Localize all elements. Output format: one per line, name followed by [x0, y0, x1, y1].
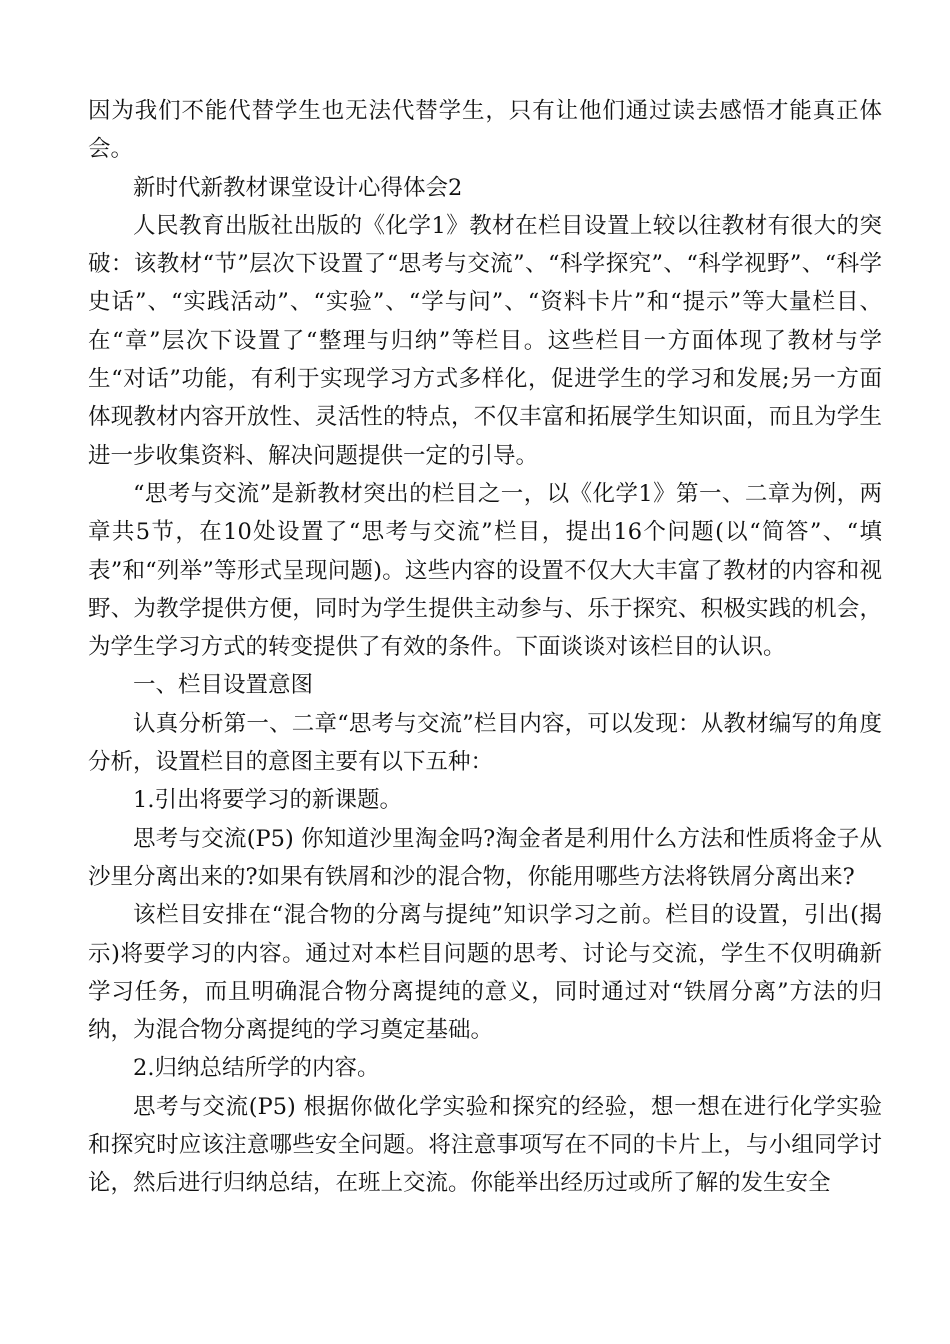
- heading-column-intent: 一、栏目设置意图: [133, 672, 314, 699]
- subheading-1: 1.引出将要学习的新课题。: [133, 787, 402, 814]
- subheading-2: 2.归纳总结所学的内容。: [133, 1055, 380, 1082]
- paragraph-analysis: 认真分析第一、二章“思考与交流”栏目内容，可以发现：从教材编写的角度分析，设置栏目的意图主要有以下五种：: [88, 710, 882, 776]
- paragraph-think-exchange: “思考与交流”是新教材突出的栏目之一，以《化学1》第一、二章为例，两章共5节，在10处设置了“思考与交流”栏目，提出16个问题(以“简答”、“填表”和“列举”等形式呈现问题)。这些内容的设置不仅大大丰富了教材的内容和视野、为教学提供方便，同时为学生提供主动参与、乐于探究、积极实践的机会，为学生学习方式的转变提供了有效的条件。下面谈谈对该栏目的认识。: [88, 480, 882, 661]
- section-title: 新时代新教材课堂设计心得体会2: [133, 174, 463, 201]
- paragraph-continuation: 因为我们不能代替学生也无法代替学生，只有让他们通过读去感悟才能真正体会。: [88, 98, 882, 163]
- paragraph-intro: 人民教育出版社出版的《化学1》教材在栏目设置上较以往教材有很大的突破：该教材“节”层次下设置了“思考与交流”、“科学探究”、“科学视野”、“科学史话”、“实践活动”、“实验”、“学与问”、“资料卡片”和“提示”等大量栏目、在“章”层次下设置了“整理与归纳”等栏目。这些栏目一方面体现了教材与学生“对话”功能，有利于实现学习方式多样化，促进学生的学习和发展;另一方面体现教材内容开放性、灵活性的特点，不仅丰富和拓展学生知识面，而且为学生进一步收集资料、解决问题提供一定的引导。: [88, 212, 882, 469]
- paragraph-example-1: 思考与交流(P5) 你知道沙里淘金吗?淘金者是利用什么方法和性质将金子从沙里分离出来的?如果有铁屑和沙的混合物，你能用哪些方法将铁屑分离出来?: [88, 825, 882, 890]
- paragraph-explanation-1: 该栏目安排在“混合物的分离与提纯”知识学习之前。栏目的设置，引出(揭示)将要学习的内容。通过对本栏目问题的思考、讨论与交流，学生不仅明确新学习任务，而且明确混合物分离提纯的意义，同时通过对“铁屑分离”方法的归纳，为混合物分离提纯的学习奠定基础。: [88, 902, 882, 1044]
- paragraph-example-2: 思考与交流(P5) 根据你做化学实验和探究的经验，想一想在进行化学实验和探究时应该注意哪些安全问题。将注意事项写在不同的卡片上，与小组同学讨论，然后进行归纳总结，在班上交流。你能举出经历过或所了解的发生安全: [88, 1093, 882, 1197]
- document-page: [88, 92, 882, 1203]
